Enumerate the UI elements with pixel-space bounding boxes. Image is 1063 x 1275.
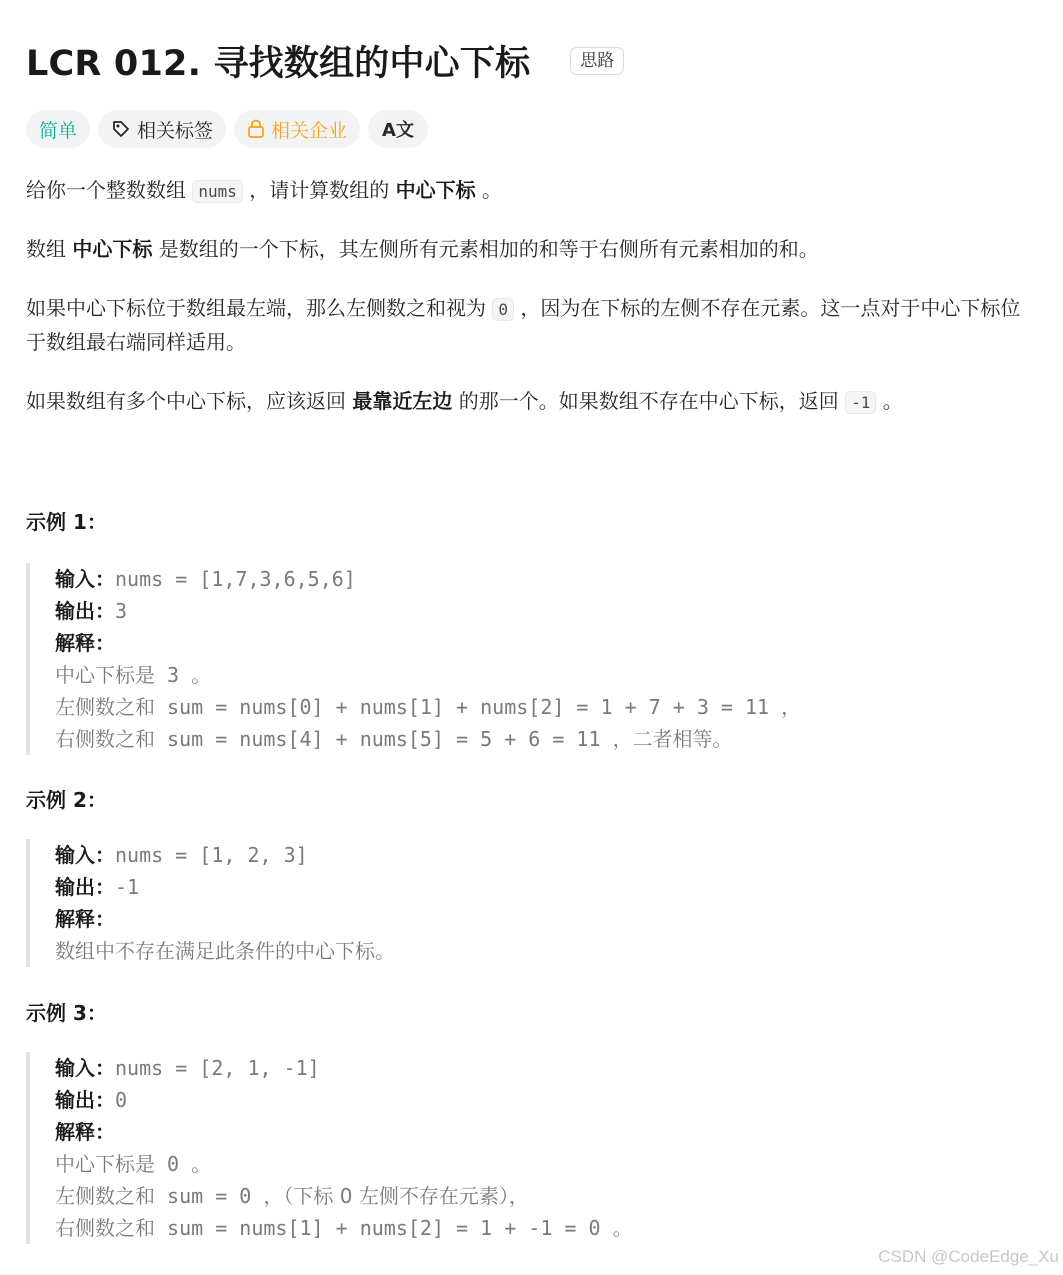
input-value: nums = [1,7,3,6,5,6] [115, 567, 356, 591]
bold-text: 中心下标 [395, 178, 476, 202]
output-label: 输出： [55, 875, 115, 899]
input-label: 输入： [55, 567, 115, 591]
input-value: nums = [1, 2, 3] [115, 843, 308, 867]
explain-text: 。 [191, 663, 212, 687]
description-paragraph-2 [26, 233, 1036, 266]
explain-code: sum = nums[0] + nums[1] + nums[2] = 1 + 7 + 3 = 11 [155, 695, 782, 719]
example-3-block [26, 1052, 633, 1244]
explain-text: 左侧数之和 [55, 1184, 155, 1208]
example-2-title: 示例 2： [26, 788, 107, 812]
text: ，请计算数组的 [249, 178, 390, 202]
text: 是数组的一个下标，其左侧所有元素相加的和等于右侧所有元素相加的和。 [158, 237, 819, 261]
input-value: nums = [2, 1, -1] [115, 1056, 320, 1080]
output-value: 0 [115, 1088, 128, 1112]
title-row [26, 36, 624, 86]
output-label: 输出： [55, 1088, 115, 1112]
explain-code: 3 [155, 663, 192, 687]
inline-code: 0 [492, 298, 514, 321]
related-tags-button[interactable] [98, 110, 226, 148]
explain-text: 。 [191, 1152, 212, 1176]
bold-text: 中心下标 [72, 237, 153, 261]
watermark: CSDN @CodeEdge_Xu [878, 1247, 1059, 1266]
explain-text: ， [781, 695, 802, 719]
output-value: -1 [115, 875, 140, 899]
input-label: 输入： [55, 843, 115, 867]
explain-label: 解释： [55, 631, 115, 655]
inline-code: -1 [845, 391, 876, 414]
example-3-title: 示例 3： [26, 1001, 107, 1025]
explain-text: 右侧数之和 [55, 727, 155, 751]
explain-code: sum = nums[1] + nums[2] = 1 + -1 = 0 [155, 1216, 613, 1240]
text: 。 [882, 389, 903, 413]
description-paragraph-1 [26, 174, 1036, 208]
text: 如果数组有多个中心下标，应该返回 [26, 389, 346, 413]
example-1-title: 示例 1： [26, 510, 107, 534]
output-value: 3 [115, 599, 128, 623]
explain-text: ，二者相等。 [612, 727, 733, 751]
explain-code: sum = nums[4] + nums[5] = 5 + 6 = 11 [155, 727, 613, 751]
explain-label: 解释： [55, 1120, 115, 1144]
related-tags-label: 相关标签 [137, 119, 214, 142]
lock-icon [247, 119, 265, 139]
explain-text: 中心下标是 [55, 1152, 155, 1176]
explain-text: 。 [612, 1216, 633, 1240]
explain-text: ，（下标 0 左侧不存在元素）， [263, 1184, 529, 1208]
bold-text: 最靠近左边 [352, 389, 453, 413]
related-companies-label: 相关企业 [271, 119, 348, 142]
explain-text: 数组中不存在满足此条件的中心下标。 [55, 939, 395, 963]
example-2-block [26, 839, 395, 967]
text: 。 [481, 178, 502, 202]
explain-code: 0 [155, 1152, 192, 1176]
tag-icon [111, 119, 131, 139]
translate-button[interactable] [368, 110, 428, 148]
description-paragraph-3 [26, 292, 1036, 359]
explain-label: 解释： [55, 907, 115, 931]
explain-text: 中心下标是 [55, 663, 155, 687]
difficulty-badge [26, 110, 90, 148]
text: 的那一个。如果数组不存在中心下标，返回 [458, 389, 839, 413]
text: 如果中心下标位于数组最左端，那么左侧数之和视为 [26, 296, 486, 320]
text: ，因为在下标的左侧不存在元素。这一点对于中心下标位于数组最右端同样适用。 [26, 296, 1021, 354]
explain-text: 右侧数之和 [55, 1216, 155, 1240]
explain-text: 左侧数之和 [55, 695, 155, 719]
hint-button[interactable]: 思路 [570, 47, 624, 75]
example-1-block [26, 563, 801, 755]
tag-bar [26, 110, 428, 148]
output-label: 输出： [55, 599, 115, 623]
problem-title[interactable]: LCR 012. 寻找数组的中心下标 [26, 44, 531, 84]
difficulty-label: 简单 [39, 119, 78, 142]
input-label: 输入： [55, 1056, 115, 1080]
translate-icon: A文 [382, 120, 414, 141]
inline-code: nums [192, 180, 243, 203]
text: 给你一个整数数组 [26, 178, 186, 202]
related-companies-button[interactable] [234, 110, 360, 148]
explain-code: sum = 0 [155, 1184, 264, 1208]
description-paragraph-4 [26, 385, 1036, 419]
text: 数组 [26, 237, 66, 261]
